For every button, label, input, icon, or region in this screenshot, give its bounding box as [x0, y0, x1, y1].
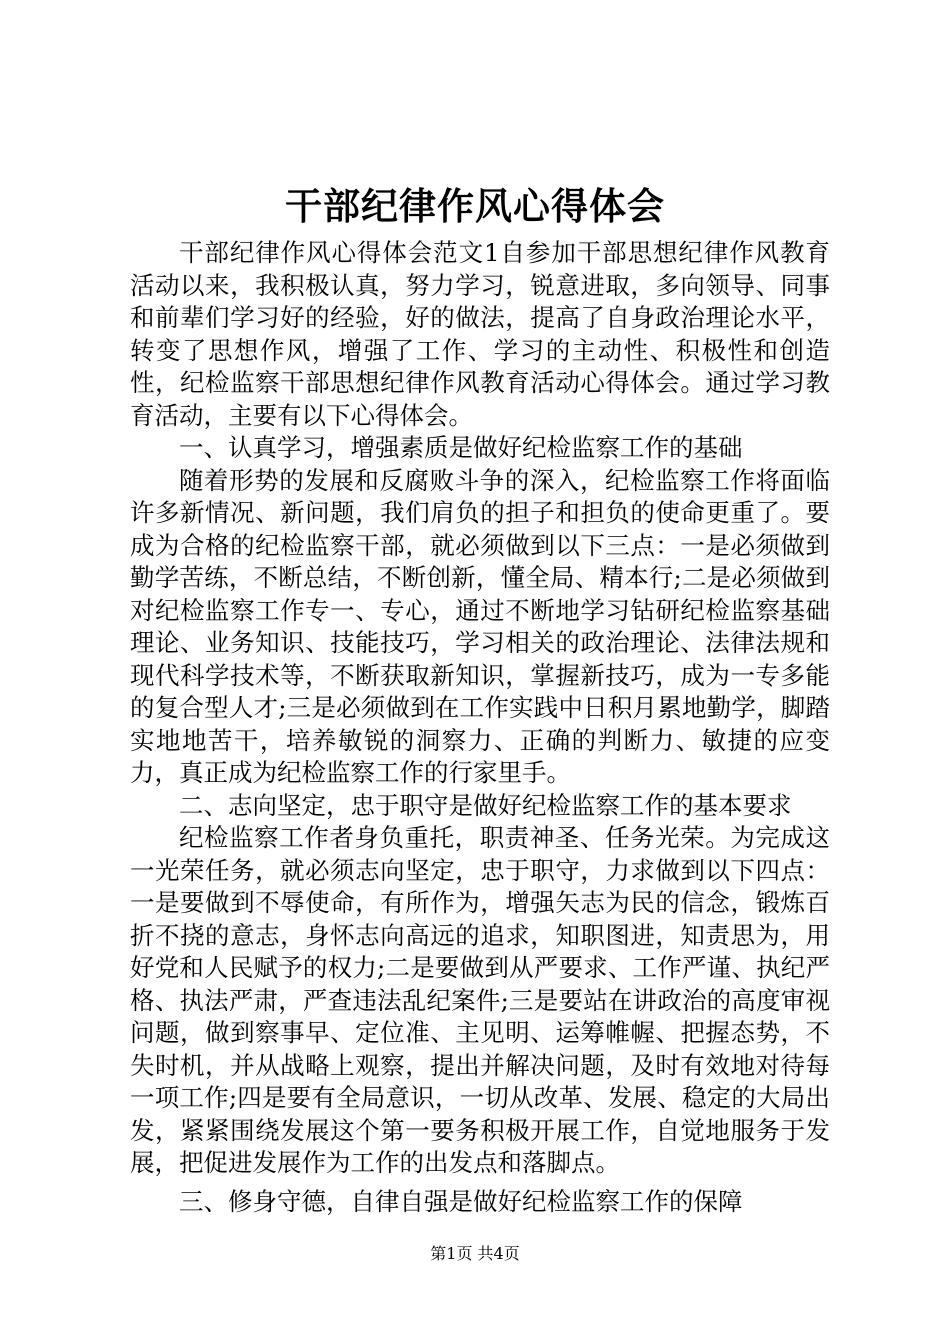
- section-heading-2: 二、志向坚定，忠于职守是做好纪检监察工作的基本要求: [179, 790, 792, 820]
- paragraph-intro: 干部纪律作风心得体会范文1自参加干部思想纪律作风教育活动以来，我积极认真，努力学习，锐意进取，多向领导、同事和前辈们学习好的经验，好的做法，提高了自身政治理论水平，转变了思想作风，增强了工作、学习的主动性、积极性和创造性，纪检监察干部思想纪律作风教育活动心得体会。通过学习教育活动，主要有以下心得体会。: [130, 238, 830, 430]
- section-heading-3: 三、修身守德，自律自强是做好纪检监察工作的保障: [179, 1186, 743, 1216]
- paragraph-section-1: 随着形势的发展和反腐败斗争的深入，纪检监察工作将面临许多新情况、新问题，我们肩负的担子和担负的使命更重了。要成为合格的纪检监察干部，就必须做到以下三点：一是必须做到勤学苦练，不断总结，不断创新，懂全局、精本行;二是必须做到对纪检监察工作专一、专心，通过不断地学习钻研纪检监察基础理论、业务知识、技能技巧，学习相关的政治理论、法律法规和现代科学技术等，不断获取新知识，掌握新技巧，成为一专多能的复合型人才;三是必须做到在工作实践中日积月累地勤学，脚踏实地地苦干，培养敏锐的洞察力、正确的判断力、敏捷的应变力，真正成为纪检监察工作的行家里手。: [130, 465, 830, 787]
- section-heading-1: 一、认真学习，增强素质是做好纪检监察工作的基础: [179, 433, 743, 462]
- document-body: [130, 237, 830, 1218]
- page-number-footer: 第1页 共4页: [430, 1244, 520, 1263]
- paragraph-section-2: 纪检监察工作者身负重托，职责神圣、任务光荣。为完成这一光荣任务，就必须志向坚定，忠于职守，力求做到以下四点：一是要做到不辱使命，有所作为，增强矢志为民的信念，锻炼百折不挠的意志，身怀志向高远的追求，知职图进，知责思为，用好党和人民赋予的权力;二是要做到从严要求、工作严谨、执纪严格、执法严肃，严查违法乱纪案件;三是要站在讲政治的高度审视问题，做到察事早、定位准、主见明、运筹帷幄、把握态势，不失时机，并从战略上观察，提出并解决问题，及时有效地对待每一项工作;四是要有全局意识，一切从改革、发展、稳定的大局出发，紧紧围绕发展这个第一要务积极开展工作，自觉地服务于发展，把促进发展作为工作的出发点和落脚点。: [130, 823, 830, 1177]
- page-title: 干部纪律作风心得体会: [285, 185, 665, 228]
